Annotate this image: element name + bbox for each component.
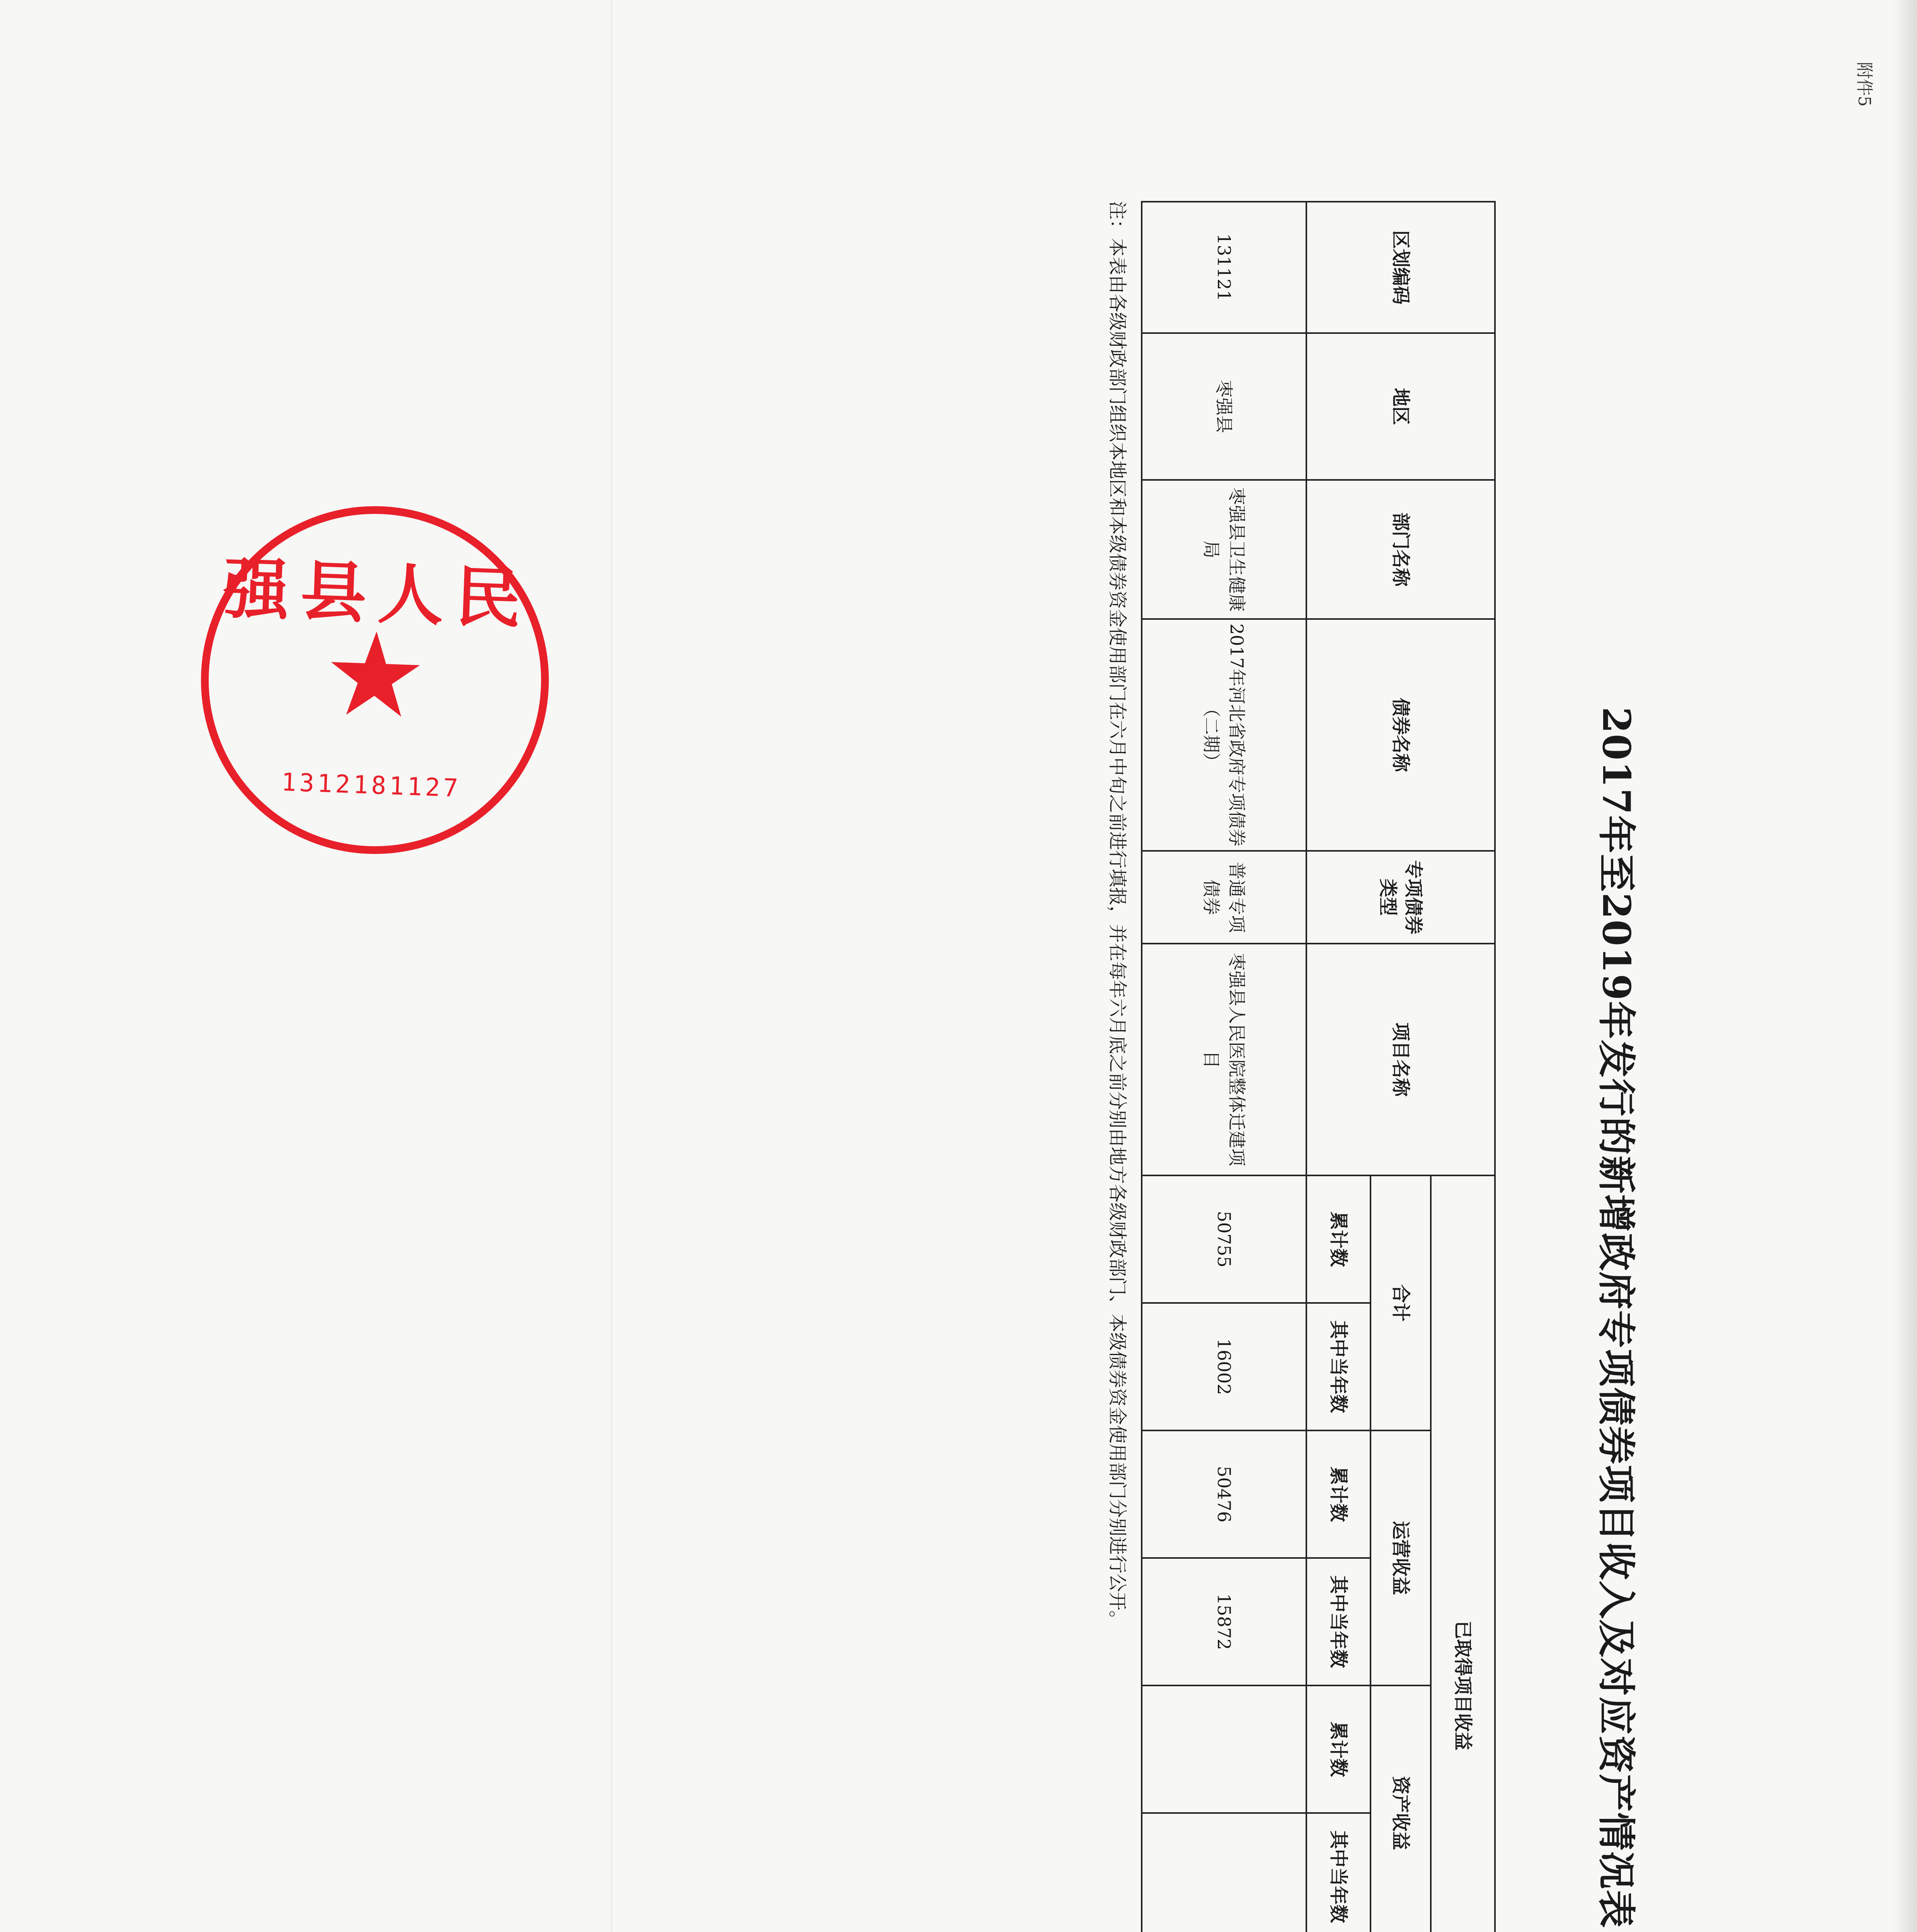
page-title: 2017年至2019年发行的新增政府专项债券项目收入及对应资产情况表	[1594, 707, 1638, 1929]
cell-region: 枣强县	[1142, 333, 1306, 480]
cell-bond-type: 普通专项债券	[1142, 851, 1306, 944]
cell-project-name: 枣强县人民医院整体迁建项目	[1142, 944, 1306, 1175]
cell-asset-cumulative	[1142, 1685, 1306, 1813]
col-operating-cumulative: 累计数	[1306, 1430, 1371, 1558]
col-bond-name: 债券名称	[1306, 619, 1495, 851]
cell-total-cumulative: 50755	[1142, 1175, 1306, 1303]
subgroup-operating: 运营收益	[1371, 1430, 1431, 1685]
col-department: 部门名称	[1306, 480, 1495, 619]
col-total-cumulative: 累计数	[1306, 1175, 1371, 1303]
subgroup-asset-income: 资产收益	[1371, 1685, 1431, 1932]
income-asset-table	[1141, 201, 1496, 1932]
official-seal	[195, 500, 555, 860]
cell-total-current: 16002	[1142, 1303, 1306, 1430]
seal-text: 强县人民	[222, 550, 534, 638]
group-income: 已取得项目收益	[1431, 1175, 1495, 1932]
cell-operating-current: 15872	[1142, 1558, 1306, 1685]
cell-operating-cumulative: 50476	[1142, 1430, 1306, 1558]
col-asset-cumulative: 累计数	[1306, 1685, 1371, 1813]
col-operating-current: 其中当年数	[1306, 1558, 1371, 1685]
subgroup-total: 合计	[1371, 1175, 1431, 1430]
footnote: 注：本表由各级财政部门组织本地区和本级债券资金使用部门在六月中旬之前进行填报，并在每年六月底之前分别由地方各级财政部门、本级债券资金使用部门分别进行公开。	[1107, 201, 1128, 1629]
col-region: 地区	[1306, 333, 1495, 480]
cell-asset-current	[1142, 1813, 1306, 1932]
cell-region-code: 131121	[1142, 202, 1306, 333]
table-row	[1142, 202, 1306, 1932]
attachment-label: 附件5	[1854, 62, 1874, 107]
col-total-current: 其中当年数	[1306, 1303, 1371, 1430]
seal-code: 1312181127	[281, 768, 462, 803]
seal-star-icon: ★	[320, 606, 429, 745]
col-region-code: 区划编码	[1306, 202, 1495, 333]
cell-bond-name: 2017年河北省政府专项债券（二期）	[1142, 619, 1306, 851]
cell-department: 枣强县卫生健康局	[1142, 480, 1306, 619]
col-asset-current: 其中当年数	[1306, 1813, 1371, 1932]
col-project-name: 项目名称	[1306, 944, 1495, 1175]
header-row-1	[1431, 202, 1495, 1932]
col-bond-type: 专项债券类型	[1306, 851, 1495, 944]
